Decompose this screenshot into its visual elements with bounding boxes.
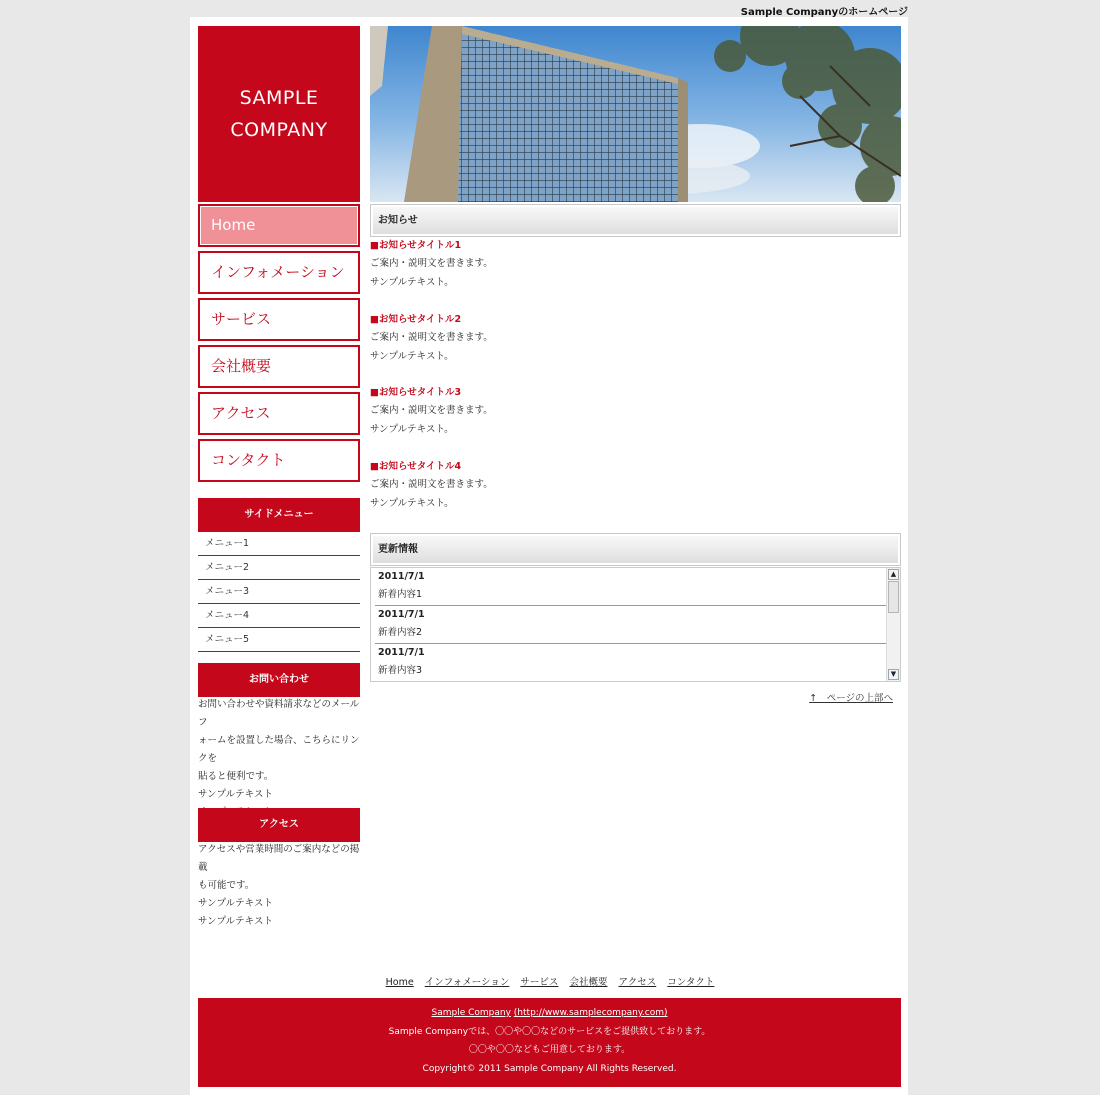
- site-tagline: Sample Companyのホームページ: [740, 7, 908, 18]
- main-navigation: [198, 204, 360, 486]
- news-item: [370, 384, 670, 439]
- logo-line-2: COMPANY: [230, 119, 328, 141]
- side-menu-item-5[interactable]: メニュー5: [198, 628, 360, 652]
- scroll-up-icon[interactable]: ▲: [888, 569, 899, 580]
- footer-navigation: [0, 974, 1100, 988]
- side-menu-item-1[interactable]: メニュー1: [198, 532, 360, 556]
- side-menu-list: [198, 532, 360, 652]
- update-text: 新着内容2: [378, 627, 423, 638]
- contact-box-text: [198, 696, 363, 822]
- contact-line: サンプルテキスト: [198, 789, 273, 800]
- access-line: サンプルテキスト: [198, 898, 273, 909]
- building-illustration: [370, 26, 901, 202]
- update-date: 2011/7/1: [378, 647, 425, 658]
- contact-box-title: お問い合わせ: [198, 663, 360, 697]
- site-footer: [198, 998, 901, 1087]
- news-item-line: ご案内・説明文を書きます。: [370, 405, 493, 416]
- footer-link-access[interactable]: アクセス: [618, 977, 657, 988]
- nav-item-access[interactable]: アクセス: [198, 392, 360, 435]
- access-line: アクセスや営業時間のご案内などの掲載: [198, 844, 360, 873]
- news-item-title[interactable]: ■お知らせタイトル3: [370, 387, 462, 398]
- updates-list: [375, 568, 887, 682]
- footer-company-link[interactable]: Sample Company: [431, 1008, 511, 1018]
- access-box-title: アクセス: [198, 808, 360, 842]
- footer-link-company[interactable]: 会社概要: [569, 977, 608, 988]
- news-item-line: ご案内・説明文を書きます。: [370, 258, 493, 269]
- nav-item-service[interactable]: サービス: [198, 298, 360, 341]
- news-item-line: サンプルテキスト。: [370, 276, 454, 288]
- news-item: [370, 311, 670, 366]
- side-menu-title: サイドメニュー: [198, 498, 360, 532]
- page-top-link[interactable]: ↑ ページの上部へ: [809, 693, 893, 704]
- news-item-line: ご案内・説明文を書きます。: [370, 332, 493, 343]
- update-date: 2011/7/1: [378, 571, 425, 582]
- update-text: 新着内容1: [378, 589, 423, 600]
- news-item-title[interactable]: ■お知らせタイトル4: [370, 461, 462, 472]
- news-item-title[interactable]: ■お知らせタイトル1: [370, 240, 462, 251]
- nav-item-home[interactable]: Home: [198, 204, 360, 247]
- access-line: も可能です。: [198, 880, 255, 891]
- side-menu-item-3[interactable]: メニュー3: [198, 580, 360, 604]
- logo-line-1: SAMPLE: [239, 87, 319, 109]
- footer-copyright: Copyright© 2011 Sample Company All Rights Reserved.: [422, 1063, 677, 1074]
- side-menu-item-4[interactable]: メニュー4: [198, 604, 360, 628]
- news-item-line: サンプルテキスト。: [370, 423, 454, 435]
- footer-url-link[interactable]: (http://www.samplecompany.com): [513, 1008, 668, 1018]
- footer-link-home[interactable]: Home: [385, 977, 414, 988]
- side-menu-item-2[interactable]: メニュー2: [198, 556, 360, 580]
- news-item-line: サンプルテキスト。: [370, 497, 454, 509]
- news-item: [370, 458, 670, 513]
- contact-line: ォームを設置した場合、こちらにリンクを: [198, 735, 360, 764]
- contact-line: お問い合わせや資料請求などのメールフ: [198, 699, 360, 728]
- update-row: [375, 568, 887, 606]
- news-item-line: ご案内・説明文を書きます。: [370, 479, 493, 490]
- update-row: [375, 606, 887, 644]
- nav-item-company[interactable]: 会社概要: [198, 345, 360, 388]
- updates-scroll-box[interactable]: [370, 567, 901, 682]
- update-text: 新着内容3: [378, 665, 423, 676]
- company-logo[interactable]: [198, 26, 360, 202]
- footer-description: Sample Companyでは、〇〇や〇〇などのサービスをご提供致しております。: [388, 1026, 711, 1037]
- nav-item-information[interactable]: インフォメーション: [198, 251, 360, 294]
- footer-link-information[interactable]: インフォメーション: [424, 977, 510, 988]
- access-box-text: [198, 841, 363, 931]
- news-item: [370, 237, 670, 292]
- contact-line: 貼ると便利です。: [198, 771, 274, 782]
- news-item-line: サンプルテキスト。: [370, 350, 454, 362]
- access-line: サンプルテキスト: [198, 916, 273, 927]
- news-heading: お知らせ: [370, 204, 901, 237]
- nav-item-contact[interactable]: コンタクト: [198, 439, 360, 482]
- updates-heading: 更新情報: [370, 533, 901, 566]
- footer-description-2: 〇〇や〇〇などもご用意しております。: [468, 1045, 631, 1055]
- scroll-down-icon[interactable]: ▼: [888, 669, 899, 680]
- hero-image: [370, 26, 901, 202]
- update-date: 2011/7/1: [378, 609, 425, 620]
- updates-scrollbar[interactable]: [886, 568, 900, 681]
- footer-link-contact[interactable]: コンタクト: [667, 977, 715, 988]
- scroll-thumb[interactable]: [888, 581, 899, 613]
- footer-link-service[interactable]: サービス: [520, 977, 559, 988]
- news-item-title[interactable]: ■お知らせタイトル2: [370, 314, 462, 325]
- footer-company-line: [198, 1004, 901, 1023]
- update-row: [375, 644, 887, 682]
